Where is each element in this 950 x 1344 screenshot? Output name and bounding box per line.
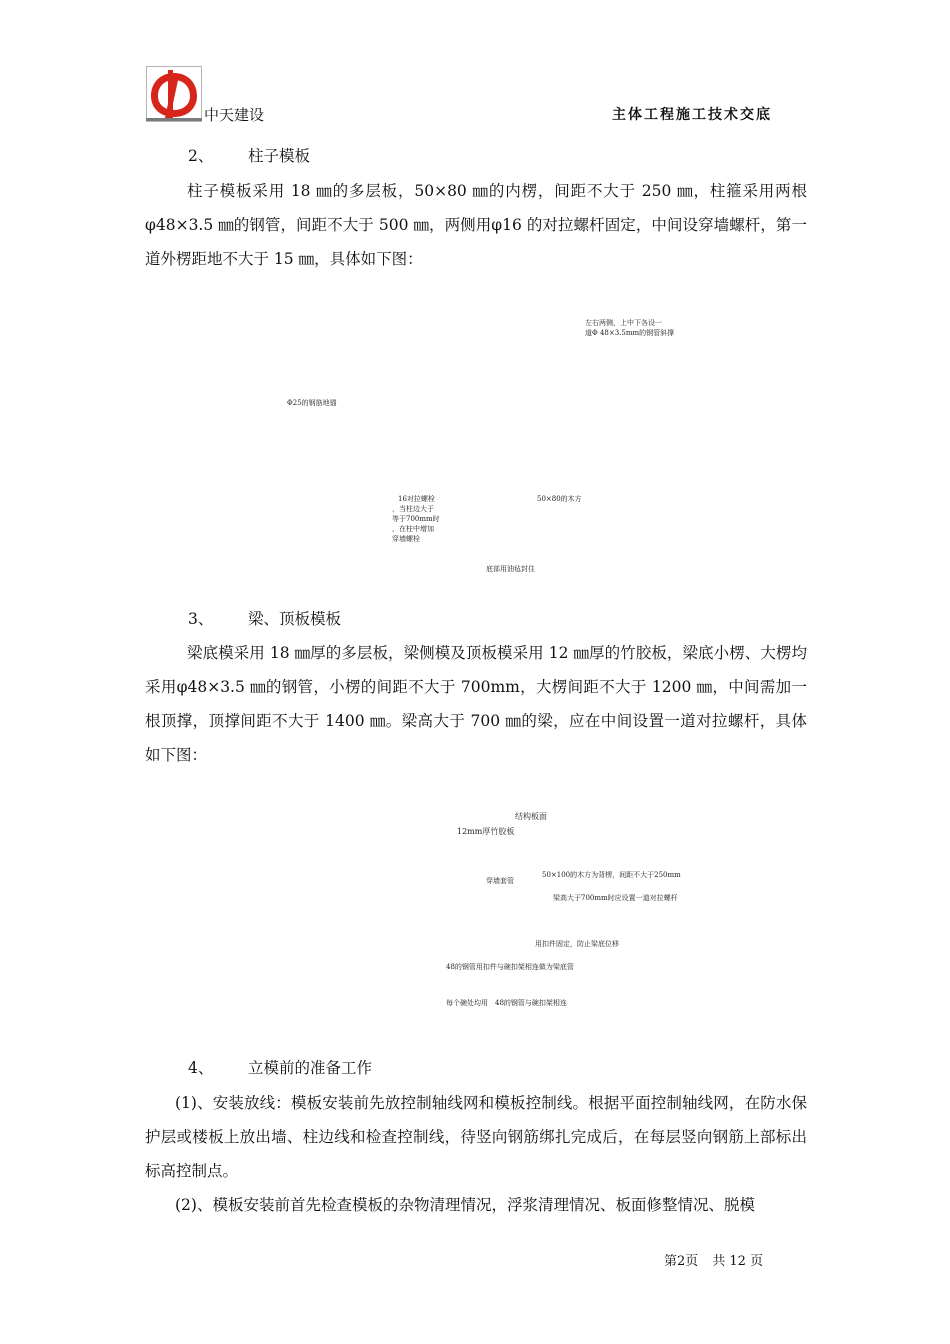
section-2-number: 2、 bbox=[188, 147, 214, 165]
figure1-label-brace-line2: 道Φ 48×3.5mm的钢管斜撑 bbox=[585, 329, 675, 337]
section-4-item-1: (1)、安装放线：模板安装前先放控制轴线网和模板控制线。根据平面控制轴线网，在防水保护层或楼板上放出墙、柱边线和检查控制线，待竖向钢筋绑扎完成后，在每层竖向钢筋上部标出标高控制点。 bbox=[145, 1094, 807, 1180]
figure1-label-bolt-line4: ，在柱中增加 bbox=[392, 525, 434, 533]
figure2-label-bamboo: 12mm厚竹胶板 bbox=[457, 827, 515, 836]
figure1-label-rebar: Φ25的钢筋地锚 bbox=[287, 399, 337, 407]
document-title: 主体工程施工技术交底 bbox=[612, 107, 772, 123]
section-3-number: 3、 bbox=[188, 610, 214, 628]
section-3-title: 梁、顶板模板 bbox=[248, 610, 342, 628]
company-name: 中天建设 bbox=[204, 106, 265, 124]
section-2-title: 柱子模板 bbox=[248, 147, 311, 165]
figure1-label-bottom: 底部用油毡封住 bbox=[486, 565, 535, 573]
page-total: 共 12 页 bbox=[712, 1254, 764, 1269]
figure2-label-pipe1: 48的钢管用扣件与碗扣架相连做为梁底管 bbox=[446, 963, 574, 971]
figure2-label-pipe2: 每个碗处均用 48的钢管与碗扣架相连 bbox=[446, 999, 567, 1007]
figure2-label-clamp: 用扣件固定，防止梁底位移 bbox=[535, 940, 619, 948]
section-4-body bbox=[145, 1086, 807, 1222]
figure2-label-sleeve: 穿墙套管 bbox=[486, 877, 514, 885]
page-number: 第2页 bbox=[664, 1254, 699, 1269]
figure1-label-bolt bbox=[392, 494, 440, 544]
figure1-label-brace-line1: 左右两侧，上中下各设一 bbox=[585, 319, 662, 327]
section-3-body: 梁底模采用 18 ㎜厚的多层板，梁侧模及顶板模采用 12 ㎜厚的竹胶板，梁底小楞、大楞均采用φ48×3.5 ㎜的钢管，小楞的间距不大于 700mm，大楞间距不大于 1200 ㎜，中间需加一根顶撑，顶撑间距不大于 1400 ㎜。梁高大于 700 ㎜的梁，应在中间设置一道对拉螺杆，具体如下图： bbox=[145, 644, 807, 764]
section-3-heading bbox=[188, 607, 341, 629]
figure1-label-brace bbox=[585, 318, 674, 338]
figure2-label-slab: 结构板面 bbox=[515, 812, 547, 821]
figure1-label-timber: 50×80的木方 bbox=[537, 495, 582, 503]
figure1-label-bolt-line1: 16对拉螺栓 bbox=[398, 495, 435, 503]
company-logo bbox=[146, 66, 202, 122]
section-4-title: 立模前的准备工作 bbox=[248, 1059, 373, 1077]
page-footer bbox=[664, 1250, 777, 1269]
figure2-label-beam-high: 梁高大于700mm时应设置一道对拉螺杆 bbox=[553, 894, 678, 902]
section-4-item-2: (2)、模板安装前首先检查模板的杂物清理情况，浮浆清理情况、板面修整情况、脱模 bbox=[175, 1196, 755, 1214]
figure1-label-bolt-line5: 穿墙螺栓 bbox=[392, 535, 420, 543]
section-2-heading bbox=[188, 144, 310, 166]
figure1-label-bolt-line2: ，当柱边大于 bbox=[392, 505, 434, 513]
section-4-heading bbox=[188, 1056, 372, 1078]
section-2-body: 柱子模板采用 18 ㎜的多层板，50×80 ㎜的内楞，间距不大于 250 ㎜，柱箍采用两根φ48×3.5 ㎜的钢管，间距不大于 500 ㎜，两侧用φ16 的对拉螺杆固定，中间设穿墙螺杆，第一道外楞距地不大于 15 ㎜，具体如下图： bbox=[145, 182, 807, 268]
section-4-number: 4、 bbox=[188, 1059, 214, 1077]
figure2-label-timber: 50×100的木方为背楞，间距不大于250mm bbox=[542, 871, 681, 879]
figure1-label-bolt-line3: 等于700mm时 bbox=[392, 515, 440, 523]
